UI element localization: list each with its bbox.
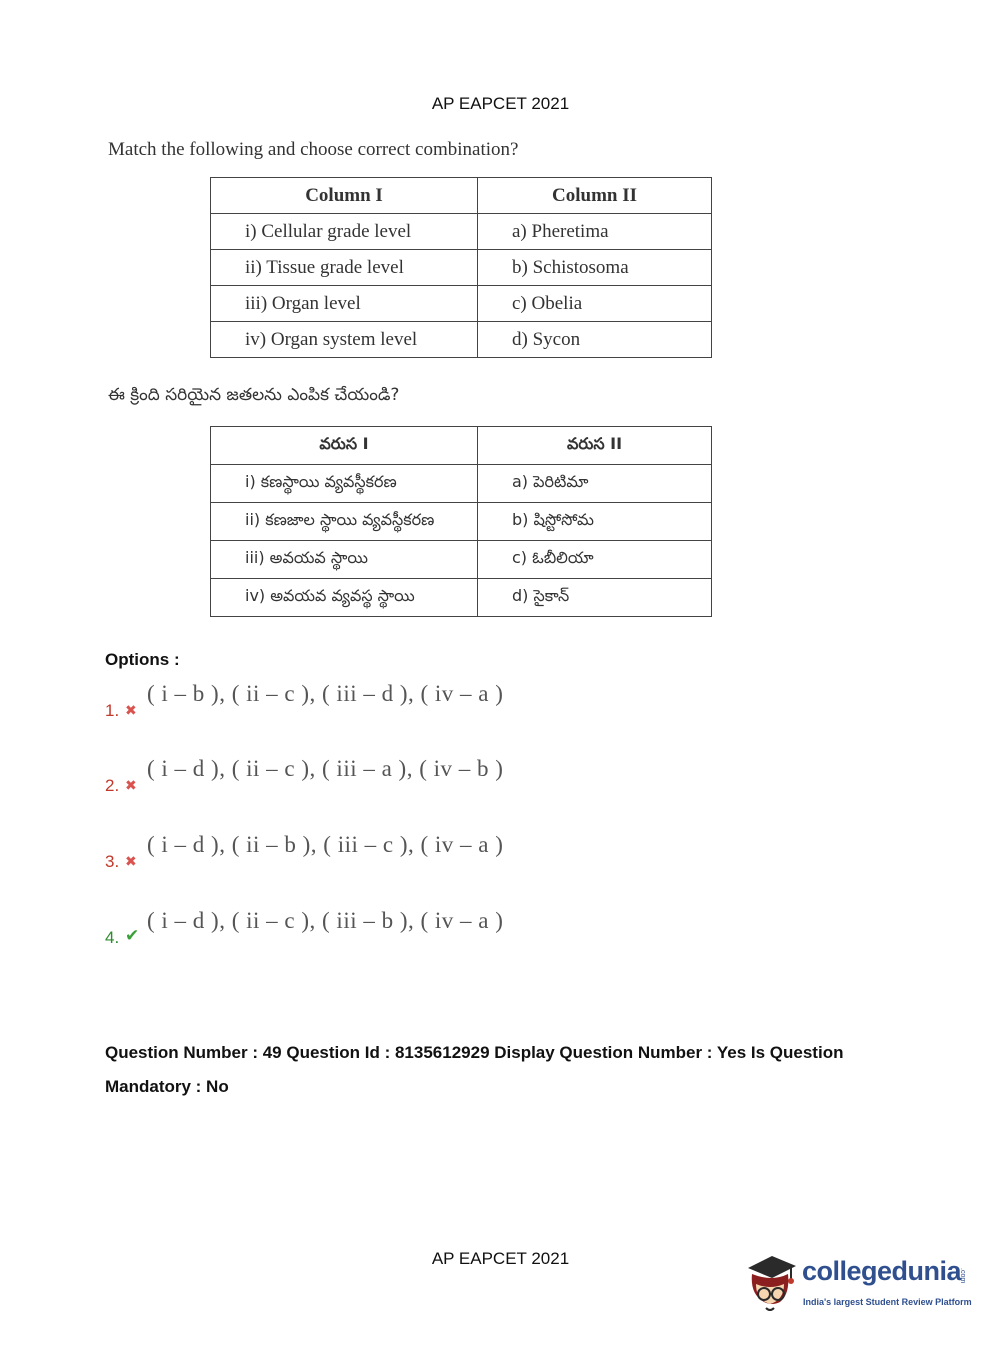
- option-text: ( i – d ), ( ii – b ), ( iii – c ), ( iv – a ): [147, 832, 504, 857]
- table-row: [211, 541, 712, 579]
- option-number: 2.: [105, 776, 120, 795]
- column-header: Column I: [211, 178, 478, 214]
- options-label: Options :: [105, 650, 180, 669]
- table-row: [211, 579, 712, 617]
- logo-wordmark: collegedunia: [802, 1256, 962, 1286]
- column-header: వరుస I: [211, 427, 478, 465]
- table-cell: iii) అవయవ స్థాయి: [211, 541, 478, 579]
- collegedunia-logo: [742, 1250, 972, 1320]
- table-header-row: [211, 178, 712, 214]
- table-row: [211, 465, 712, 503]
- table-cell: ii) Tissue grade level: [211, 250, 478, 286]
- page-footer: AP EAPCET 2021: [431, 1249, 570, 1268]
- option-number: 1.: [105, 701, 120, 720]
- table-cell: c) ఓబీలియా: [478, 541, 712, 579]
- table-cell: d) Sycon: [478, 322, 712, 358]
- table-cell: i) Cellular grade level: [211, 214, 478, 250]
- table-row: [211, 214, 712, 250]
- wrong-mark-icon: ✖: [125, 777, 137, 793]
- table-row: [211, 322, 712, 358]
- table-cell: d) సైకాన్: [478, 579, 712, 617]
- match-table-telugu: [210, 426, 712, 617]
- table-cell: i) కణస్థాయి వ్యవస్థీకరణ: [211, 465, 478, 503]
- table-cell: iii) Organ level: [211, 286, 478, 322]
- check-mark-icon: ✔: [125, 926, 140, 945]
- option-number: 4.: [105, 928, 120, 947]
- logo-tagline: India's largest Student Review Platform: [803, 1297, 972, 1307]
- question-telugu: ఈ క్రింది సరియైన జతలను ఎంపిక చేయండి?: [108, 385, 400, 405]
- table-cell: ii) కణజాల స్థాయి వ్యవస్థీకరణ: [211, 503, 478, 541]
- question-metadata: Question Number : 49 Question Id : 8135612929 Display Question Number : Yes Is Question Mandatory : No: [105, 1043, 844, 1096]
- option-text: ( i – d ), ( ii – c ), ( iii – b ), ( iv – a ): [147, 908, 504, 933]
- option-text: ( i – b ), ( ii – c ), ( iii – d ), ( iv – a ): [147, 681, 504, 706]
- table-cell: b) Schistosoma: [478, 250, 712, 286]
- table-cell: a) పెరిటిమా: [478, 465, 712, 503]
- wrong-mark-icon: ✖: [125, 702, 137, 718]
- option-text: ( i – d ), ( ii – c ), ( iii – a ), ( iv – b ): [147, 756, 504, 781]
- logo-suffix: .com: [959, 1268, 966, 1284]
- table-row: [211, 286, 712, 322]
- table-header-row: [211, 427, 712, 465]
- table-row: [211, 503, 712, 541]
- table-cell: b) షిస్టోసోమ: [478, 503, 712, 541]
- wrong-mark-icon: ✖: [125, 853, 137, 869]
- match-table-english: [210, 177, 712, 358]
- table-cell: c) Obelia: [478, 286, 712, 322]
- mascot-icon: [742, 1250, 800, 1316]
- column-header: Column II: [478, 178, 712, 214]
- option-number: 3.: [105, 852, 120, 871]
- table-cell: a) Pheretima: [478, 214, 712, 250]
- table-cell: iv) అవయవ వ్యవస్థ స్థాయి: [211, 579, 478, 617]
- page-header: AP EAPCET 2021: [431, 94, 570, 113]
- table-cell: iv) Organ system level: [211, 322, 478, 358]
- question-english: Match the following and choose correct combination?: [108, 139, 519, 160]
- column-header: వరుస II: [478, 427, 712, 465]
- table-row: [211, 250, 712, 286]
